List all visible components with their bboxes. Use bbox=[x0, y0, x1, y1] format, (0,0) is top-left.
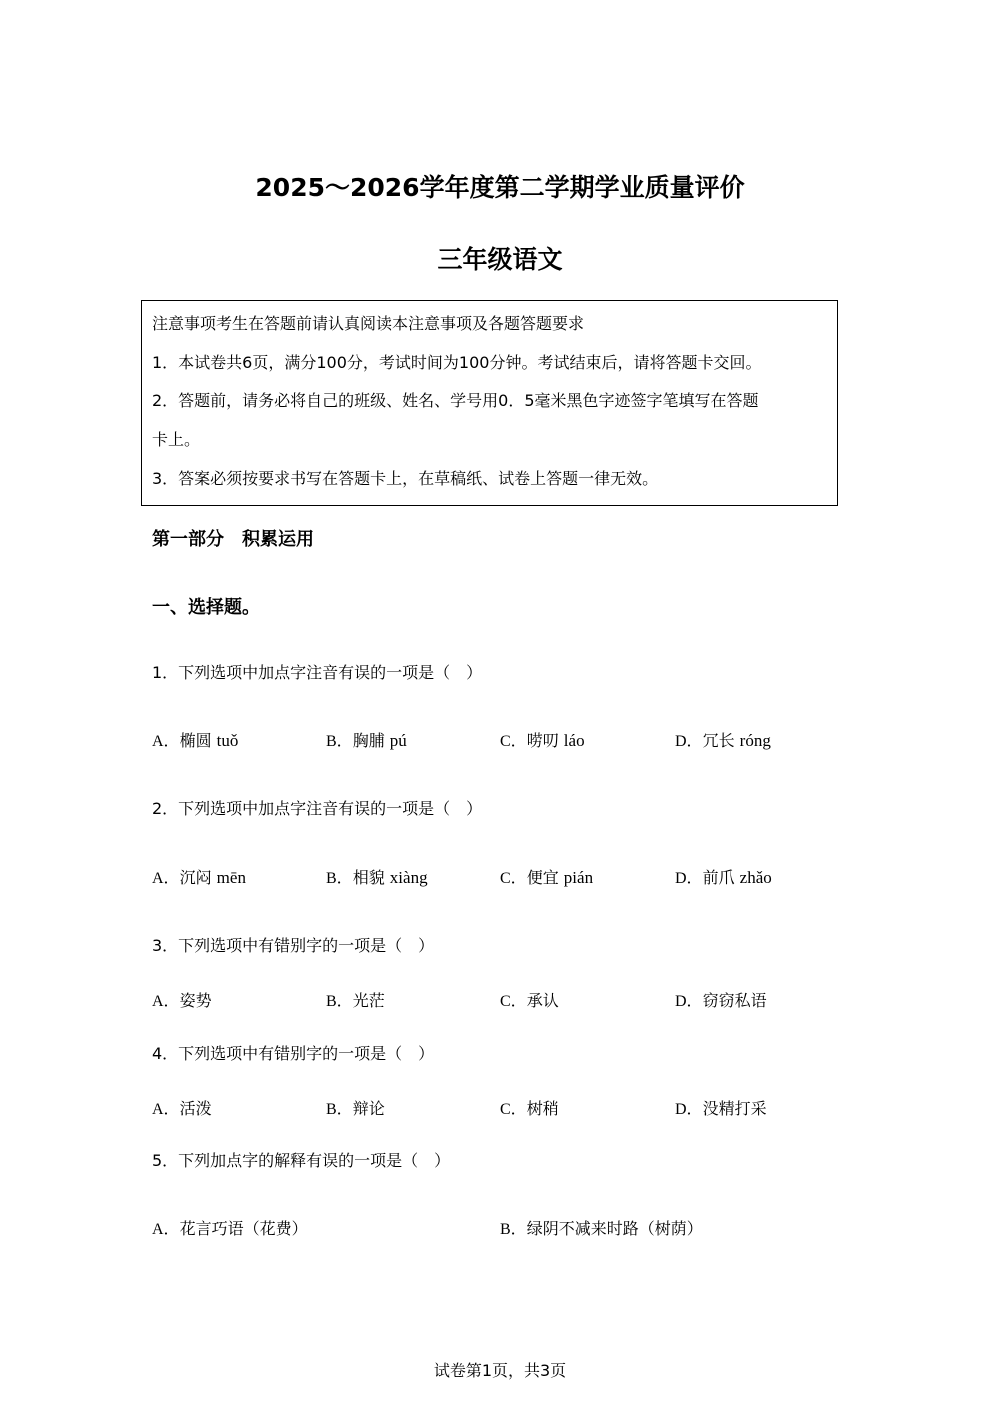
option-d bbox=[675, 865, 772, 888]
option-b bbox=[500, 1216, 703, 1239]
option-label: A． bbox=[152, 1221, 180, 1238]
option-label: B． bbox=[326, 1101, 353, 1118]
option-label: D． bbox=[675, 993, 703, 1010]
option-word: 冗长 bbox=[702, 731, 735, 750]
option-c bbox=[500, 865, 593, 888]
option-b bbox=[326, 728, 407, 751]
page-subtitle: 三年级语文 bbox=[437, 245, 563, 274]
option-c bbox=[500, 988, 559, 1011]
option-label: C． bbox=[500, 870, 527, 887]
page-title: 2025～2026学年度第二学期学业质量评价 bbox=[255, 173, 745, 202]
option-label: A． bbox=[152, 733, 180, 750]
page-footer: 试卷第1页，共3页 bbox=[433, 1361, 567, 1380]
question-stem: 4．下列选项中有错别字的一项是（ ） bbox=[152, 1044, 435, 1063]
notice-item: 3．答案必须按要求书写在答题卡上，在草稿纸、试卷上答题一律无效。 bbox=[152, 469, 659, 488]
option-c bbox=[500, 728, 585, 751]
notice-heading: 注意事项考生在答题前请认真阅读本注意事项及各题答题要求 bbox=[152, 314, 585, 333]
option-d bbox=[675, 728, 771, 751]
part-title: 第一部分 积累运用 bbox=[152, 529, 314, 550]
option-word: 唠叨 bbox=[526, 731, 559, 750]
question-stem: 2．下列选项中加点字注音有误的一项是（ ） bbox=[152, 799, 483, 818]
option-word: 相貌 bbox=[352, 868, 385, 887]
option-word: 绿阴不减来时路（树荫） bbox=[526, 1219, 703, 1238]
option-c bbox=[500, 1096, 559, 1119]
option-word: 沉闷 bbox=[179, 868, 212, 887]
option-b bbox=[326, 988, 385, 1011]
question-stem: 3．下列选项中有错别字的一项是（ ） bbox=[152, 936, 435, 955]
option-label: A． bbox=[152, 1101, 180, 1118]
option-word: 前爪 bbox=[702, 868, 735, 887]
option-pinyin: tuǒ bbox=[216, 731, 239, 750]
option-label: C． bbox=[500, 733, 527, 750]
option-pinyin: pián bbox=[563, 868, 594, 887]
option-word: 光茫 bbox=[352, 991, 385, 1010]
option-label: B． bbox=[326, 870, 353, 887]
option-b bbox=[326, 1096, 385, 1119]
notice-item: 2．答题前，请务必将自己的班级、姓名、学号用0．5毫米黑色字迹签字笔填写在答题 bbox=[152, 391, 759, 410]
option-a bbox=[152, 988, 212, 1011]
question-stem: 5．下列加点字的解释有误的一项是（ ） bbox=[152, 1151, 451, 1170]
option-word: 窃窃私语 bbox=[702, 991, 767, 1010]
option-a bbox=[152, 728, 238, 751]
option-a bbox=[152, 865, 246, 888]
option-word: 姿势 bbox=[179, 991, 212, 1010]
option-word: 胸脯 bbox=[352, 731, 385, 750]
option-b bbox=[326, 865, 428, 888]
notice-item: 卡上。 bbox=[152, 430, 201, 449]
option-pinyin: xiàng bbox=[389, 868, 428, 887]
option-label: B． bbox=[326, 733, 353, 750]
option-word: 没精打采 bbox=[702, 1099, 767, 1118]
option-d bbox=[675, 988, 767, 1011]
option-label: C． bbox=[500, 1101, 527, 1118]
option-a bbox=[152, 1096, 212, 1119]
question-stem: 1．下列选项中加点字注音有误的一项是（ ） bbox=[152, 663, 483, 682]
option-label: A． bbox=[152, 870, 180, 887]
option-word: 树稍 bbox=[526, 1099, 559, 1118]
option-word: 便宜 bbox=[526, 868, 559, 887]
option-word: 辩论 bbox=[352, 1099, 385, 1118]
option-word: 活泼 bbox=[179, 1099, 212, 1118]
option-pinyin: pú bbox=[389, 731, 407, 750]
option-label: D． bbox=[675, 733, 703, 750]
notice-box bbox=[141, 300, 838, 506]
option-label: A． bbox=[152, 993, 180, 1010]
option-label: C． bbox=[500, 993, 527, 1010]
option-word: 椭圆 bbox=[179, 731, 212, 750]
option-label: D． bbox=[675, 870, 703, 887]
option-pinyin: láo bbox=[563, 731, 585, 750]
option-label: B． bbox=[326, 993, 353, 1010]
section-title: 一、选择题。 bbox=[152, 597, 260, 618]
option-pinyin: mēn bbox=[216, 868, 246, 887]
option-pinyin: róng bbox=[739, 731, 771, 750]
option-label: B． bbox=[500, 1221, 527, 1238]
option-a bbox=[152, 1216, 308, 1239]
option-d bbox=[675, 1096, 767, 1119]
option-pinyin: zhǎo bbox=[739, 868, 772, 887]
option-word: 花言巧语（花费） bbox=[179, 1219, 308, 1238]
notice-item: 1．本试卷共6页，满分100分，考试时间为100分钟。考试结束后，请将答题卡交回。 bbox=[152, 353, 762, 372]
option-word: 承认 bbox=[526, 991, 559, 1010]
option-label: D． bbox=[675, 1101, 703, 1118]
